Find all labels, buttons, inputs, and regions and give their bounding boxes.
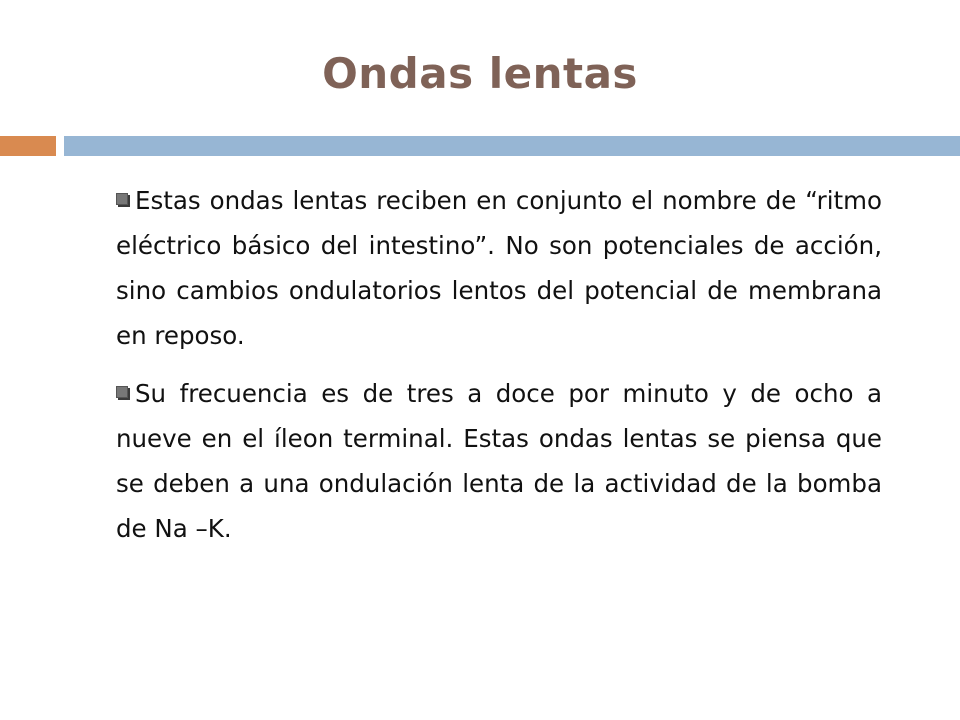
title-accent-bar-right [64, 136, 960, 156]
bullet-item [116, 371, 882, 551]
bullet-text: Estas ondas lentas reciben en conjunto el nombre de “ritmo eléctrico básico del intestino”. No son potenciales de acción, sino cambios ondulatorios lentos del potencial de membrana en reposo. [116, 186, 882, 350]
slide-title: Ondas lentas [322, 49, 638, 98]
square-bullet-icon [116, 386, 128, 398]
bullet-text: Su frecuencia es de tres a doce por minuto y de ocho a nueve en el íleon terminal. Estas ondas lentas se piensa que se deben a una ondulación lenta de la actividad de la bomba de Na –K. [116, 379, 882, 543]
bullet-item [116, 178, 882, 358]
square-bullet-icon [116, 193, 128, 205]
slide-body [116, 178, 882, 564]
title-accent-bar-left [0, 136, 56, 156]
